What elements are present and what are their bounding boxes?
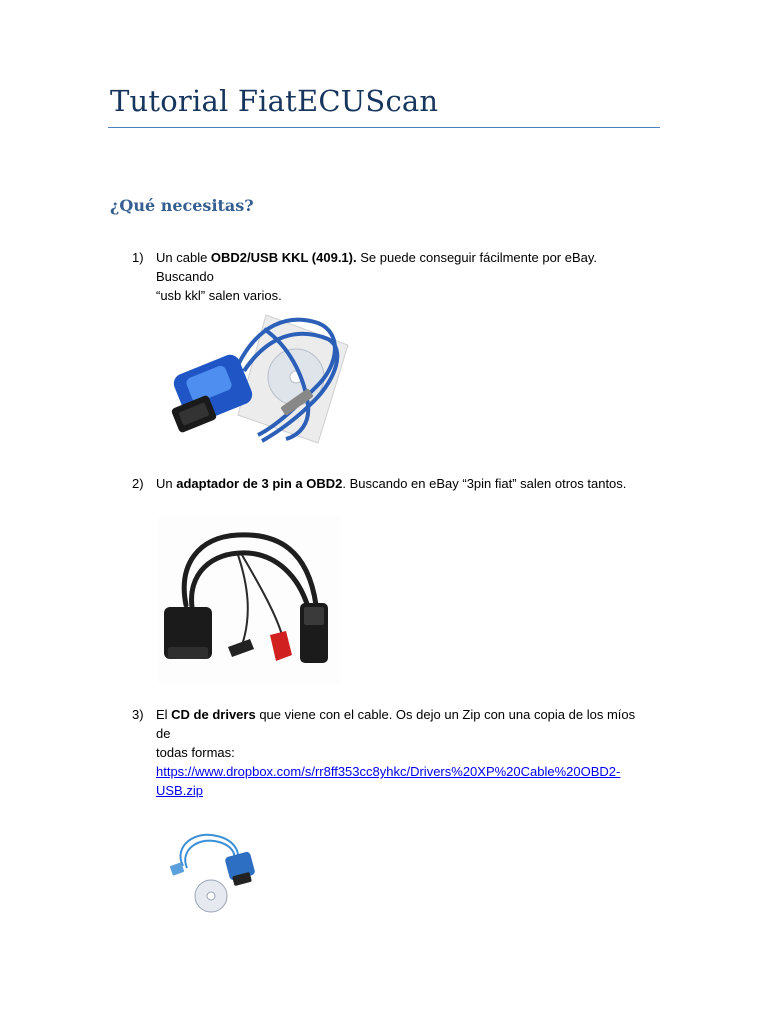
item-text: Un cable — [156, 250, 211, 265]
list-number: 1) — [132, 250, 144, 265]
list-text — [156, 248, 652, 305]
item-bold-text: OBD2/USB KKL (409.1). — [210, 250, 357, 265]
item-text: El — [156, 707, 172, 722]
item-text: Se puede conseguir fácilmente por eBay. Buscando — [156, 250, 598, 284]
item-bold-text: CD de drivers — [171, 707, 256, 722]
item-bold-text: adaptador de 3 pin a OBD2 — [176, 476, 343, 491]
list-number: 3) — [132, 707, 144, 722]
list-text — [156, 705, 652, 800]
dropbox-link[interactable] — [156, 764, 620, 798]
section-heading: ¿Qué necesitas? — [110, 196, 254, 215]
drivers-cd-cable-image — [165, 826, 257, 914]
list-number: 2) — [132, 476, 144, 491]
document-title: Tutorial FiatECUScan — [110, 84, 439, 118]
list-text — [156, 474, 652, 493]
item-text: . Buscando en eBay “3pin fiat” salen otros tantos. — [342, 476, 627, 491]
3pin-obd2-adapter-image — [158, 515, 340, 685]
link-text[interactable]: https://www.dropbox.com/s/rr8ff353cc8yhkc/Drivers%20XP%20Cable%20OBD2- — [156, 764, 621, 779]
title-underline — [108, 127, 660, 128]
item-text: todas formas: — [156, 745, 235, 760]
item-text: “usb kkl” salen varios. — [156, 288, 282, 303]
item-text: Un — [156, 476, 177, 491]
link-text[interactable]: USB.zip — [156, 783, 203, 798]
item-text: que viene con el cable. Os dejo un Zip con una copia de los míos de — [156, 707, 636, 741]
obd2-usb-cable-image — [168, 305, 353, 455]
